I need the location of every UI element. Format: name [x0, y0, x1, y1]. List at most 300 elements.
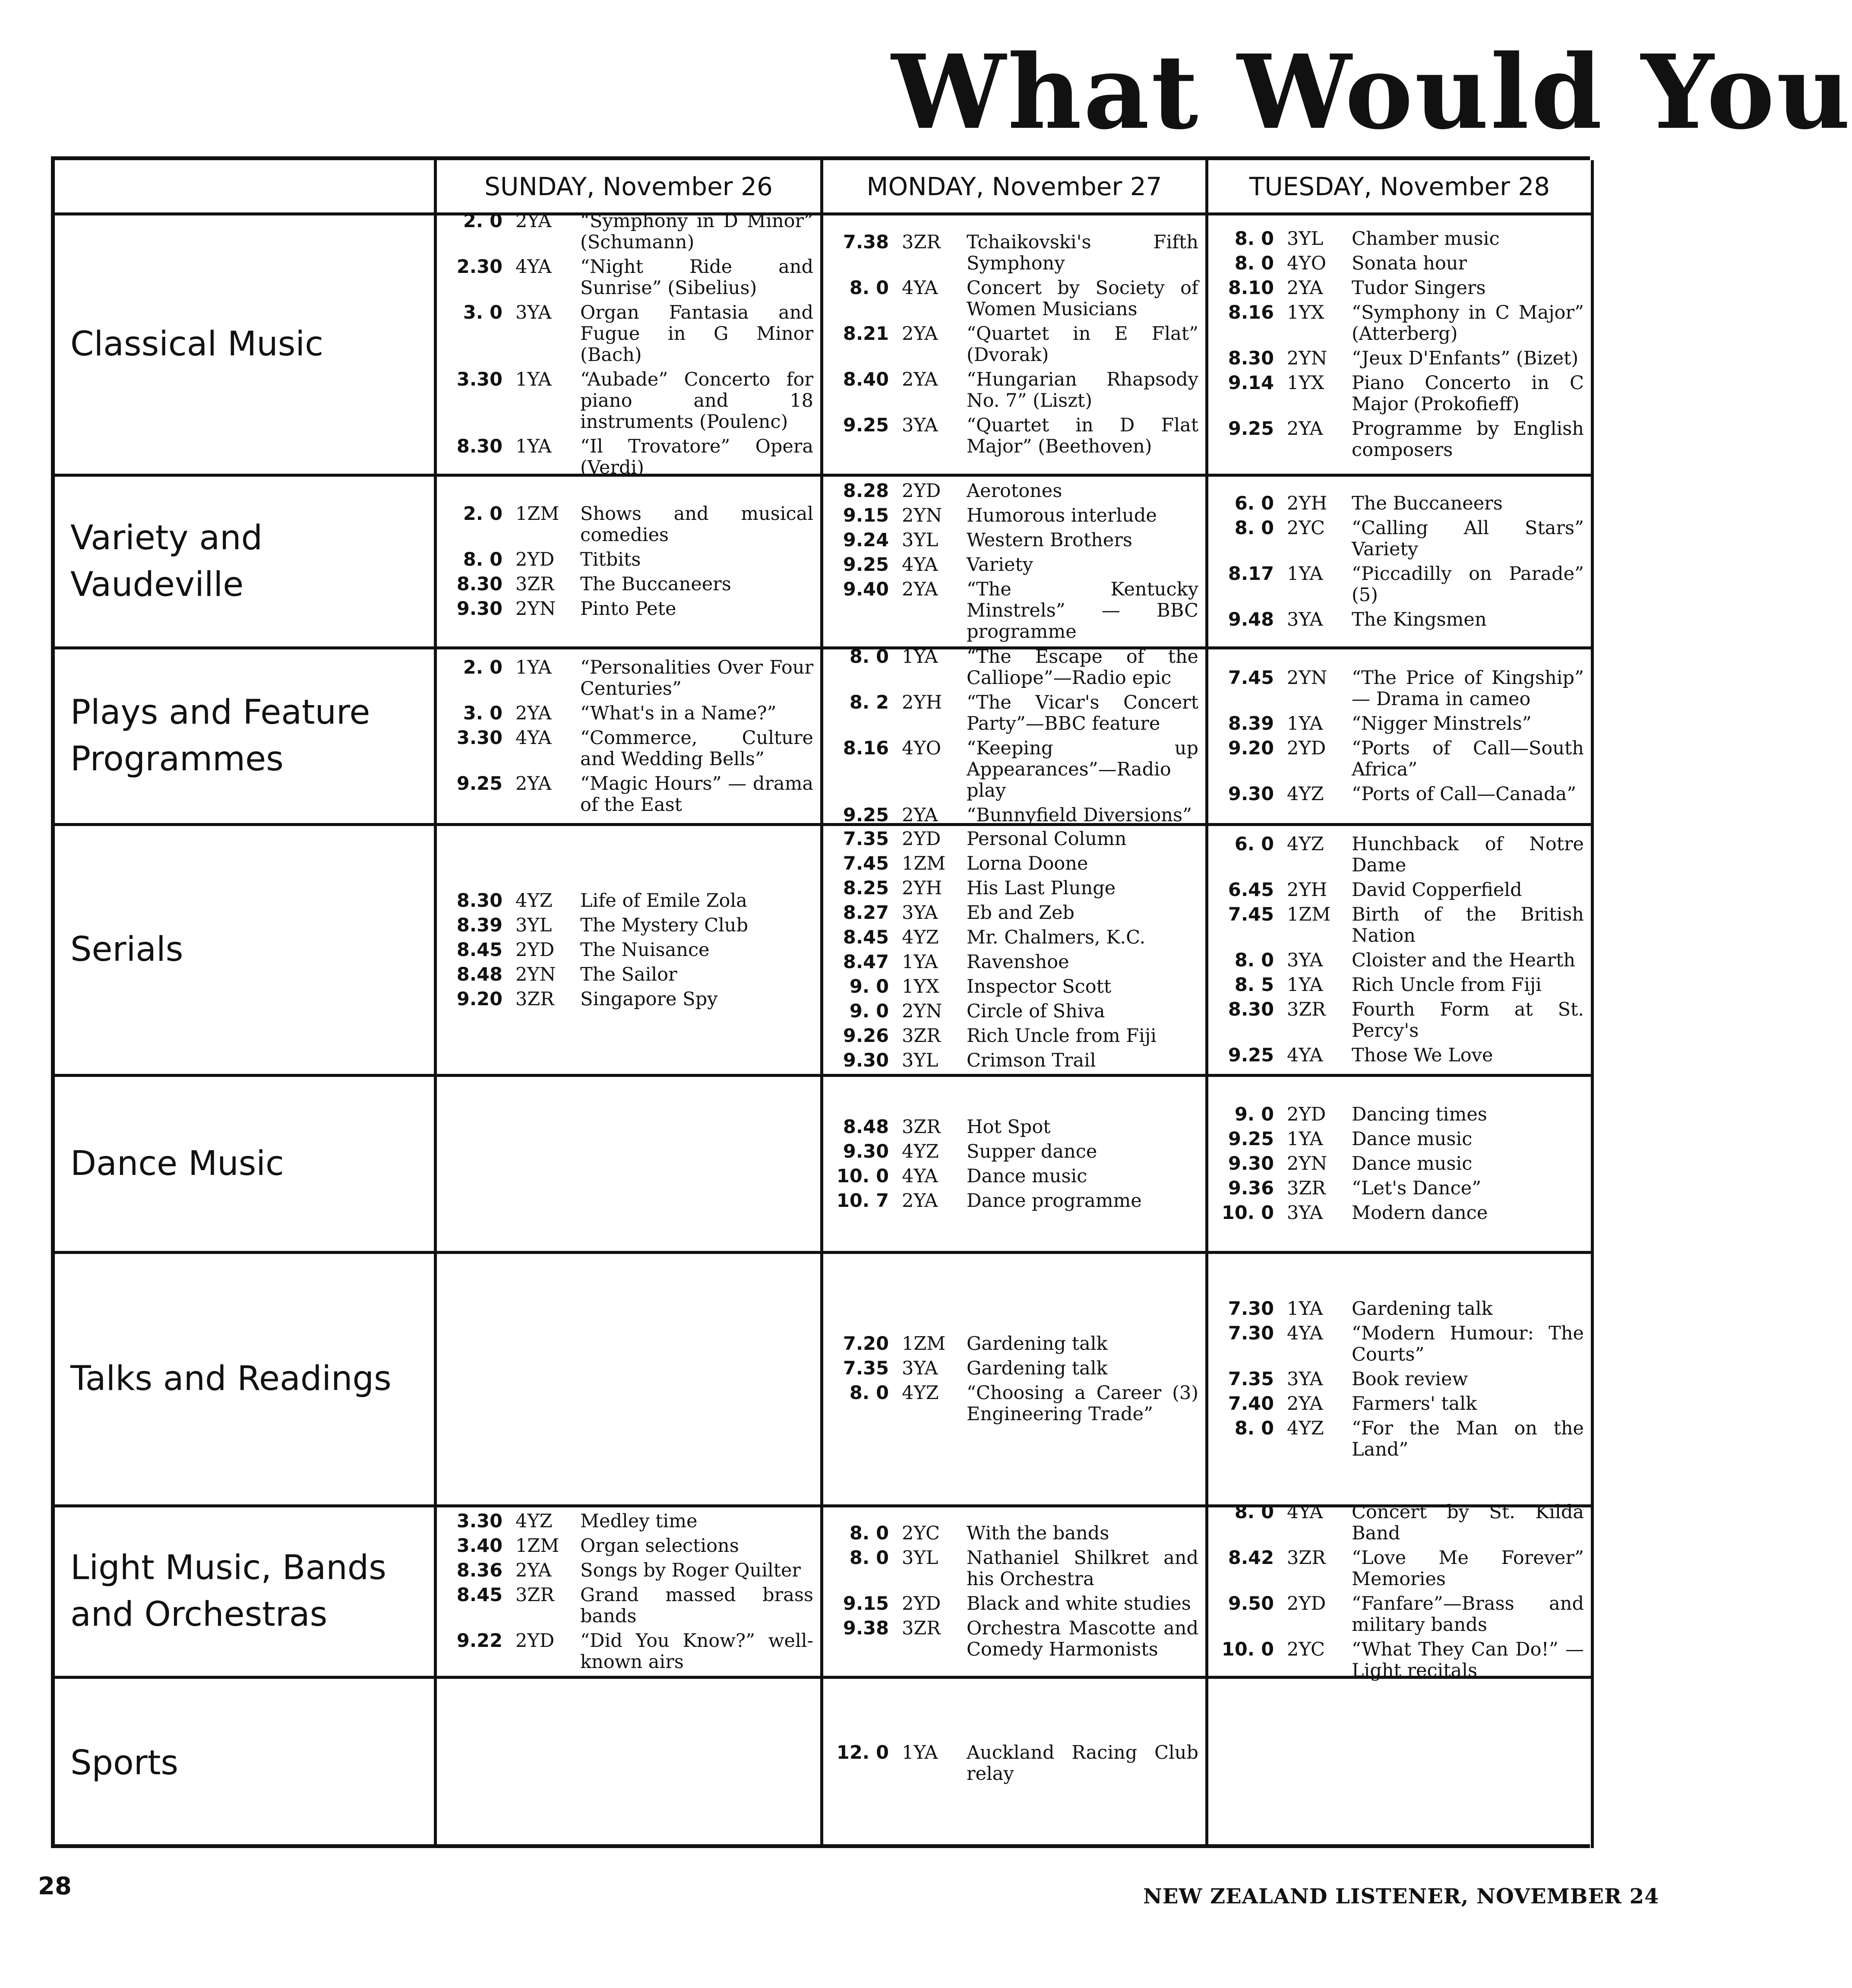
programme-entry	[833, 530, 1198, 551]
entry-station: 1ZM	[902, 853, 946, 874]
entry-time: 8.48	[456, 963, 503, 985]
programme-entry	[833, 927, 1198, 948]
entry-programme: “What's in a Name?”	[580, 702, 777, 724]
entry-time: 3.30	[456, 1510, 503, 1532]
schedule-cell-monday	[823, 646, 1208, 826]
entry-programme: The Nuisance	[580, 939, 710, 961]
programme-entry	[833, 646, 1198, 689]
entry-station: 2YH	[902, 692, 942, 713]
entry-station: 2YD	[902, 480, 941, 502]
programme-entry	[833, 853, 1198, 874]
programme-entry	[833, 738, 1198, 801]
entry-station: 2YD	[515, 939, 555, 961]
entry-programme: “Ports of Call—Canada”	[1352, 783, 1577, 805]
programme-entry	[446, 256, 813, 299]
entry-programme: Dance music	[1352, 1153, 1473, 1174]
programme-entry	[833, 1190, 1198, 1212]
entry-station: 2YA	[902, 579, 938, 600]
entry-programme: Black and white studies	[967, 1593, 1191, 1614]
entry-programme: Chamber music	[1352, 228, 1500, 250]
entry-programme: The Buccaneers	[580, 573, 731, 595]
programme-entry	[833, 323, 1198, 366]
entry-programme: Book review	[1352, 1368, 1468, 1390]
entry-station: 2YA	[1287, 277, 1323, 299]
entry-station: 2YD	[1287, 738, 1326, 759]
entry-programme: “Hungarian Rhapsody No. 7” (Liszt)	[967, 369, 1198, 412]
entry-programme: “Quartet in E Flat” (Dvorak)	[967, 323, 1198, 366]
schedule-cell-monday	[823, 1077, 1208, 1254]
entry-list	[446, 826, 813, 1074]
entry-station: 4YO	[902, 738, 941, 759]
programme-entry	[446, 657, 813, 700]
entry-time: 8.39	[1228, 713, 1274, 734]
schedule-cell-monday	[823, 1679, 1208, 1848]
entry-time: 8.42	[1228, 1547, 1274, 1569]
entry-time: 8.40	[843, 369, 889, 390]
entry-time: 9.26	[843, 1025, 889, 1047]
entry-station: 1ZM	[515, 1535, 559, 1557]
day-header-sunday: SUNDAY, November 26	[437, 160, 823, 215]
category-label: Variety and Vaudeville	[55, 477, 437, 649]
entry-station: 3YA	[1287, 1368, 1323, 1390]
programme-entry	[1218, 1104, 1584, 1125]
entry-programme: Birth of the British Nation	[1352, 904, 1584, 947]
entry-programme: “Keeping up Appearances”—Radio play	[967, 738, 1198, 801]
entry-programme: David Copperfield	[1352, 879, 1522, 901]
entry-station: 3YL	[1287, 228, 1324, 250]
schedule-cell-tuesday	[1208, 477, 1594, 649]
entry-time: 9. 0	[849, 1000, 889, 1022]
schedule-cell-sunday	[437, 210, 823, 478]
programme-entry	[446, 915, 813, 936]
programme-entry	[833, 232, 1198, 274]
entry-programme: The Buccaneers	[1352, 492, 1503, 514]
entry-station: 2YN	[1287, 348, 1327, 369]
category-label: Serials	[55, 826, 437, 1077]
entry-time: 7.40	[1228, 1393, 1274, 1415]
entry-time: 8.48	[843, 1116, 889, 1138]
entry-programme: Tudor Singers	[1352, 277, 1486, 299]
entry-programme: “Nigger Minstrels”	[1352, 713, 1532, 734]
entry-time: 9.25	[843, 804, 889, 826]
entry-station: 1YA	[1287, 1128, 1323, 1150]
entry-time: 7.30	[1228, 1298, 1274, 1320]
entry-time: 8. 5	[1234, 974, 1274, 996]
entry-station: 1YX	[1287, 372, 1324, 394]
corner-cell	[55, 160, 437, 215]
entry-programme: Singapore Spy	[580, 988, 718, 1010]
entry-station: 2YD	[515, 1630, 555, 1652]
programme-entry	[833, 1166, 1198, 1187]
programme-entry	[446, 728, 813, 770]
programme-entry	[446, 773, 813, 816]
programme-entry	[446, 503, 813, 546]
entry-station: 3YA	[1287, 950, 1323, 971]
entry-station: 1YA	[902, 951, 938, 973]
programme-entry	[1218, 1393, 1584, 1415]
programme-entry	[833, 1358, 1198, 1379]
entry-station: 2YH	[1287, 492, 1327, 514]
entry-station: 1YA	[1287, 974, 1323, 996]
programme-entry	[1218, 1153, 1584, 1174]
entry-programme: Dancing times	[1352, 1104, 1487, 1125]
entry-time: 7.30	[1228, 1322, 1274, 1344]
entry-programme: Lorna Doone	[967, 853, 1088, 874]
entry-time: 8. 0	[1234, 1501, 1274, 1523]
entry-station: 2YC	[1287, 1639, 1325, 1660]
schedule-cell-monday	[823, 1507, 1208, 1679]
entry-programme: “Piccadilly on Parade” (5)	[1352, 563, 1584, 606]
entry-time: 9.30	[1228, 783, 1274, 805]
programme-entry	[446, 574, 813, 595]
entry-time: 7.45	[843, 853, 889, 874]
entry-station: 3YL	[902, 1050, 939, 1071]
entry-programme: Shows and musical comedies	[580, 503, 813, 546]
entry-time: 3.40	[456, 1535, 503, 1557]
schedule-cell-tuesday	[1208, 1501, 1594, 1681]
entry-programme: “For the Man on the Land”	[1352, 1417, 1584, 1460]
schedule-cell-monday	[823, 1254, 1208, 1507]
entry-time: 9.15	[843, 1593, 889, 1614]
programme-entry	[1218, 1502, 1584, 1544]
entry-station: 3YA	[1287, 1202, 1323, 1224]
entry-time: 9.14	[1228, 372, 1274, 394]
entry-station: 4YA	[1287, 1045, 1323, 1066]
schedule-cell-tuesday	[1208, 1077, 1594, 1254]
entry-time: 8.30	[1228, 999, 1274, 1020]
entry-time: 8.45	[456, 1584, 503, 1606]
entry-list	[446, 1679, 813, 1848]
entry-station: 2YH	[902, 877, 942, 899]
programme-entry	[1218, 950, 1584, 971]
programme-entry	[833, 554, 1198, 576]
entry-time: 9.30	[843, 1050, 889, 1071]
entry-time: 9.20	[1228, 738, 1274, 759]
entry-station: 3YA	[515, 302, 552, 323]
programme-entry	[446, 1535, 813, 1557]
entry-time: 9.30	[456, 598, 503, 620]
programme-entry	[833, 952, 1198, 973]
entry-programme: Hot Spot	[967, 1116, 1051, 1138]
entry-programme: “Ports of Call—South Africa”	[1352, 738, 1584, 780]
entry-station: 3ZR	[902, 1618, 941, 1639]
entry-programme: Orchestra Mascotte and Comedy Harmonists	[967, 1618, 1198, 1660]
entry-list	[1218, 477, 1584, 646]
schedule-cell-sunday	[437, 1507, 823, 1679]
entry-programme: “Let's Dance”	[1352, 1178, 1482, 1199]
entry-time: 9.40	[843, 579, 889, 600]
entry-programme: Organ Fantasia and Fugue in G Minor (Bach)	[580, 302, 813, 366]
programme-entry	[1218, 1298, 1584, 1320]
entry-programme: The Sailor	[580, 963, 677, 985]
entry-time: 8. 0	[1234, 228, 1274, 250]
entry-programme: Organ selections	[580, 1535, 739, 1557]
entry-time: 9.38	[843, 1618, 889, 1639]
entry-programme: Modern dance	[1352, 1202, 1488, 1224]
programme-entry	[833, 1383, 1198, 1425]
schedule-cell-sunday	[437, 477, 823, 649]
programme-entry	[1218, 668, 1584, 710]
entry-programme: “Choosing a Career (3) Engineering Trade”	[967, 1382, 1198, 1425]
entry-programme: Medley time	[580, 1510, 698, 1532]
entry-time: 8.47	[843, 951, 889, 973]
programme-entry	[833, 805, 1198, 826]
programme-entry	[833, 1001, 1198, 1022]
programme-entry	[1218, 1593, 1584, 1636]
entry-time: 8.25	[843, 877, 889, 899]
programme-entry	[833, 976, 1198, 997]
entry-list	[446, 1077, 813, 1251]
entry-programme: “Commerce, Culture and Wedding Bells”	[580, 727, 813, 770]
entry-station: 2YN	[515, 598, 556, 620]
entry-list	[1218, 1077, 1584, 1251]
entry-list	[833, 1254, 1198, 1504]
entry-programme: Hunchback of Notre Dame	[1352, 833, 1584, 876]
entry-programme: Gardening talk	[1352, 1298, 1493, 1320]
programme-entry	[833, 415, 1198, 457]
schedule-cell-monday	[823, 477, 1208, 649]
category-label: Talks and Readings	[55, 1254, 437, 1507]
programme-entry	[1218, 373, 1584, 415]
entry-programme: “Symphony in D Minor” (Schumann)	[580, 210, 813, 253]
entry-station: 1YX	[902, 976, 939, 997]
entry-station: 4YA	[515, 727, 552, 749]
entry-station: 4YA	[902, 277, 938, 299]
entry-station: 4YZ	[1287, 1417, 1324, 1439]
entry-time: 2.30	[456, 256, 503, 278]
entry-list	[833, 826, 1198, 1074]
programme-entry	[833, 1050, 1198, 1071]
entry-station: 1ZM	[1287, 904, 1331, 925]
entry-time: 8.30	[1228, 348, 1274, 369]
programme-entry	[446, 1560, 813, 1581]
publication-footer: NEW ZEALAND LISTENER, NOVEMBER 24	[1143, 1884, 1659, 1909]
entry-time: 10. 0	[1221, 1202, 1274, 1224]
entry-programme: “Magic Hours” — drama of the East	[580, 772, 813, 816]
entry-programme: Mr. Chalmers, K.C.	[967, 927, 1146, 948]
entry-programme: Fourth Form at St. Percy's	[1352, 999, 1584, 1041]
programme-entry	[1218, 784, 1584, 805]
entry-time: 6.45	[1228, 879, 1274, 901]
entry-station: 2YD	[1287, 1104, 1326, 1125]
entry-time: 6. 0	[1234, 833, 1274, 855]
entry-time: 9.30	[1228, 1153, 1274, 1174]
entry-station: 2YN	[902, 1000, 942, 1022]
entry-time: 8.27	[843, 902, 889, 924]
programme-entry	[1218, 1129, 1584, 1150]
entry-programme: “Modern Humour: The Courts”	[1352, 1322, 1584, 1365]
entry-station: 2YA	[515, 1559, 552, 1581]
entry-station: 3ZR	[515, 1584, 554, 1606]
category-label: Plays and Feature Programmes	[55, 649, 437, 826]
entry-programme: Western Brothers	[967, 529, 1132, 551]
entry-station: 4YA	[1287, 1501, 1323, 1523]
entry-station: 2YH	[1287, 879, 1327, 901]
entry-programme: Inspector Scott	[967, 976, 1112, 997]
entry-time: 8. 0	[849, 277, 889, 299]
programme-entry	[446, 598, 813, 620]
entry-time: 3.30	[456, 369, 503, 390]
entry-time: 8. 0	[849, 1523, 889, 1544]
entry-time: 8. 0	[849, 1382, 889, 1404]
day-header-monday: MONDAY, November 27	[823, 160, 1208, 215]
entry-station: 3ZR	[515, 573, 554, 595]
entry-programme: “Calling All Stars” Variety	[1352, 517, 1584, 560]
entry-time: 8.21	[843, 323, 889, 345]
entry-time: 8.30	[456, 573, 503, 595]
entry-list	[1218, 1679, 1584, 1848]
entry-time: 8. 0	[849, 1547, 889, 1569]
entry-programme: Dance programme	[967, 1190, 1142, 1212]
entry-time: 8. 2	[849, 692, 889, 713]
programme-entry	[833, 1593, 1198, 1614]
entry-time: 9. 0	[1234, 1104, 1274, 1125]
entry-station: 3ZR	[1287, 999, 1326, 1020]
programme-entry	[1218, 904, 1584, 947]
entry-programme: Life of Emile Zola	[580, 890, 747, 912]
entry-programme: Nathaniel Shilkret and his Orchestra	[967, 1547, 1198, 1590]
entry-time: 9.25	[1228, 418, 1274, 440]
programme-entry	[833, 1333, 1198, 1355]
entry-station: 3YL	[902, 1547, 939, 1569]
programme-entry	[833, 1117, 1198, 1138]
entry-station: 4YO	[1287, 253, 1326, 274]
programme-entry	[833, 1742, 1198, 1785]
entry-station: 3YA	[902, 415, 938, 436]
programme-entry	[1218, 609, 1584, 630]
entry-time: 8.16	[1228, 302, 1274, 323]
entry-programme: Crimson Trail	[967, 1050, 1096, 1071]
entry-station: 4YA	[902, 554, 938, 576]
entry-time: 10. 0	[836, 1165, 889, 1187]
entry-station: 1YA	[515, 656, 552, 678]
programme-entry	[833, 278, 1198, 320]
entry-programme: “The Vicar's Concert Party”—BBC feature	[967, 692, 1198, 734]
programme-entry	[446, 890, 813, 912]
programme-entry	[446, 1630, 813, 1673]
entry-time: 7.45	[1228, 667, 1274, 689]
entry-list	[1218, 1254, 1584, 1504]
entry-list	[833, 477, 1198, 646]
entry-station: 2YD	[902, 828, 941, 850]
schedule-cell-sunday	[437, 1254, 823, 1507]
entry-station: 2YN	[515, 963, 556, 985]
entry-time: 8.16	[843, 738, 889, 759]
entry-station: 1ZM	[902, 1333, 946, 1355]
schedule-cell-tuesday	[1208, 215, 1594, 477]
entry-programme: “Love Me Forever” Memories	[1352, 1547, 1584, 1590]
entry-list	[1218, 1501, 1584, 1681]
entry-station: 1YA	[1287, 1298, 1323, 1320]
entry-programme: Farmers' talk	[1352, 1393, 1477, 1415]
programme-entry	[833, 1548, 1198, 1590]
entry-programme: “The Escape of the Calliope”—Radio epic	[967, 646, 1198, 689]
entry-time: 9.30	[843, 1140, 889, 1162]
programme-entry	[1218, 880, 1584, 901]
entry-time: 9.20	[456, 988, 503, 1010]
entry-time: 12. 0	[836, 1742, 889, 1763]
entry-station: 2YA	[902, 323, 938, 345]
entry-list	[446, 649, 813, 823]
entry-programme: His Last Plunge	[967, 877, 1116, 899]
entry-station: 2YC	[902, 1523, 940, 1544]
programme-entry	[1218, 999, 1584, 1041]
programme-entry	[446, 1585, 813, 1627]
programme-entry	[1218, 1369, 1584, 1390]
entry-programme: “Jeux D'Enfants” (Bizet)	[1352, 348, 1579, 369]
entry-time: 9.25	[1228, 1128, 1274, 1150]
programme-grid	[51, 156, 1590, 1848]
entry-list	[833, 646, 1198, 826]
entry-programme: Programme by English composers	[1352, 418, 1584, 461]
programme-entry	[1218, 713, 1584, 734]
programme-entry	[1218, 563, 1584, 606]
programme-entry	[1218, 975, 1584, 996]
entry-time: 7.45	[1228, 904, 1274, 925]
entry-time: 9.25	[843, 554, 889, 576]
entry-station: 3YA	[1287, 608, 1323, 630]
entry-list	[833, 1077, 1198, 1251]
schedule-cell-tuesday	[1208, 826, 1594, 1077]
programme-entry	[446, 369, 813, 433]
programme-entry	[833, 902, 1198, 924]
entry-time: 8.17	[1228, 563, 1274, 585]
entry-list	[446, 1254, 813, 1504]
schedule-cell-monday	[823, 215, 1208, 477]
schedule-cell-sunday	[437, 1679, 823, 1848]
entry-programme: Concert by Society of Women Musicians	[967, 277, 1198, 320]
entry-station: 2YD	[515, 549, 555, 570]
programme-entry	[1218, 228, 1584, 250]
programme-entry	[833, 1026, 1198, 1047]
entry-programme: “Il Trovatore” Opera (Verdi)	[580, 436, 813, 478]
programme-entry	[833, 481, 1198, 502]
entry-station: 4YZ	[902, 927, 939, 948]
entry-station: 3YL	[515, 914, 552, 936]
entry-time: 9. 0	[849, 976, 889, 997]
entry-station: 3ZR	[1287, 1178, 1326, 1199]
programme-entry	[833, 1523, 1198, 1544]
programme-entry	[1218, 834, 1584, 876]
entry-programme: Supper dance	[967, 1140, 1097, 1162]
programme-entry	[1218, 1178, 1584, 1199]
entry-list	[1218, 649, 1584, 823]
entry-time: 9.15	[843, 505, 889, 526]
schedule-cell-sunday	[437, 826, 823, 1077]
entry-programme: Variety	[967, 554, 1033, 576]
entry-programme: Concert by St. Kilda Band	[1352, 1501, 1584, 1544]
entry-programme: Circle of Shiva	[967, 1000, 1105, 1022]
category-label: Sports	[55, 1679, 437, 1848]
entry-time: 3. 0	[463, 702, 503, 724]
entry-station: 2YD	[902, 1593, 941, 1614]
entry-programme: Dance music	[967, 1165, 1087, 1187]
entry-time: 7.35	[843, 1358, 889, 1379]
programme-entry	[1218, 348, 1584, 369]
entry-station: 3ZR	[1287, 1547, 1326, 1569]
entry-programme: Cloister and the Hearth	[1352, 950, 1576, 971]
entry-time: 9.25	[456, 772, 503, 795]
entry-station: 2YA	[515, 210, 552, 232]
entry-time: 6. 0	[1234, 492, 1274, 514]
entry-programme: Tchaikovski's Fifth Symphony	[967, 231, 1198, 274]
programme-entry	[446, 549, 813, 570]
programme-entry	[833, 878, 1198, 899]
entry-time: 2. 0	[463, 210, 503, 232]
entry-list	[1218, 215, 1584, 474]
entry-list	[833, 215, 1198, 474]
entry-station: 3YA	[902, 902, 938, 924]
